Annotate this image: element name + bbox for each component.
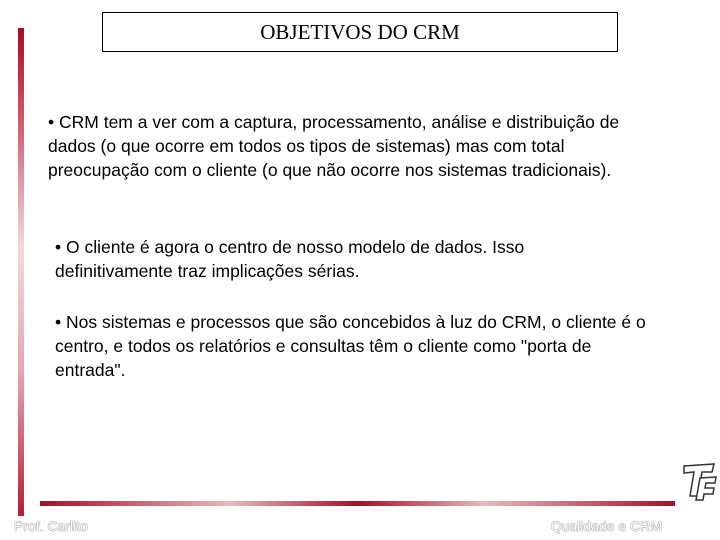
bottom-accent-bar	[40, 501, 675, 506]
slide-title: OBJETIVOS DO CRM	[260, 19, 460, 44]
bullet-paragraph-1: • CRM tem a ver com a captura, processamento, análise e distribuição de dados (o que ocorre em todos os tipos de sistemas) mas com total preocupação com o cliente (o que não ocorre nos sistemas tradicionais).	[48, 112, 620, 180]
bullet-paragraph-3: • Nos sistemas e processos que são concebidos à luz do CRM, o cliente é o centro, e todos os relatórios e consultas têm o cliente como "porta de entrada".	[55, 312, 646, 380]
footer-subject: Qualidade e CRM	[550, 518, 662, 534]
bullet-paragraph-2: • O cliente é agora o centro de nosso modelo de dados. Isso definitivamente traz implicações sérias.	[55, 237, 525, 281]
title-box	[102, 12, 618, 52]
footer-author: Prof. Carlito	[14, 518, 88, 534]
institution-logo-icon	[680, 460, 718, 502]
left-accent-bar	[18, 28, 24, 516]
